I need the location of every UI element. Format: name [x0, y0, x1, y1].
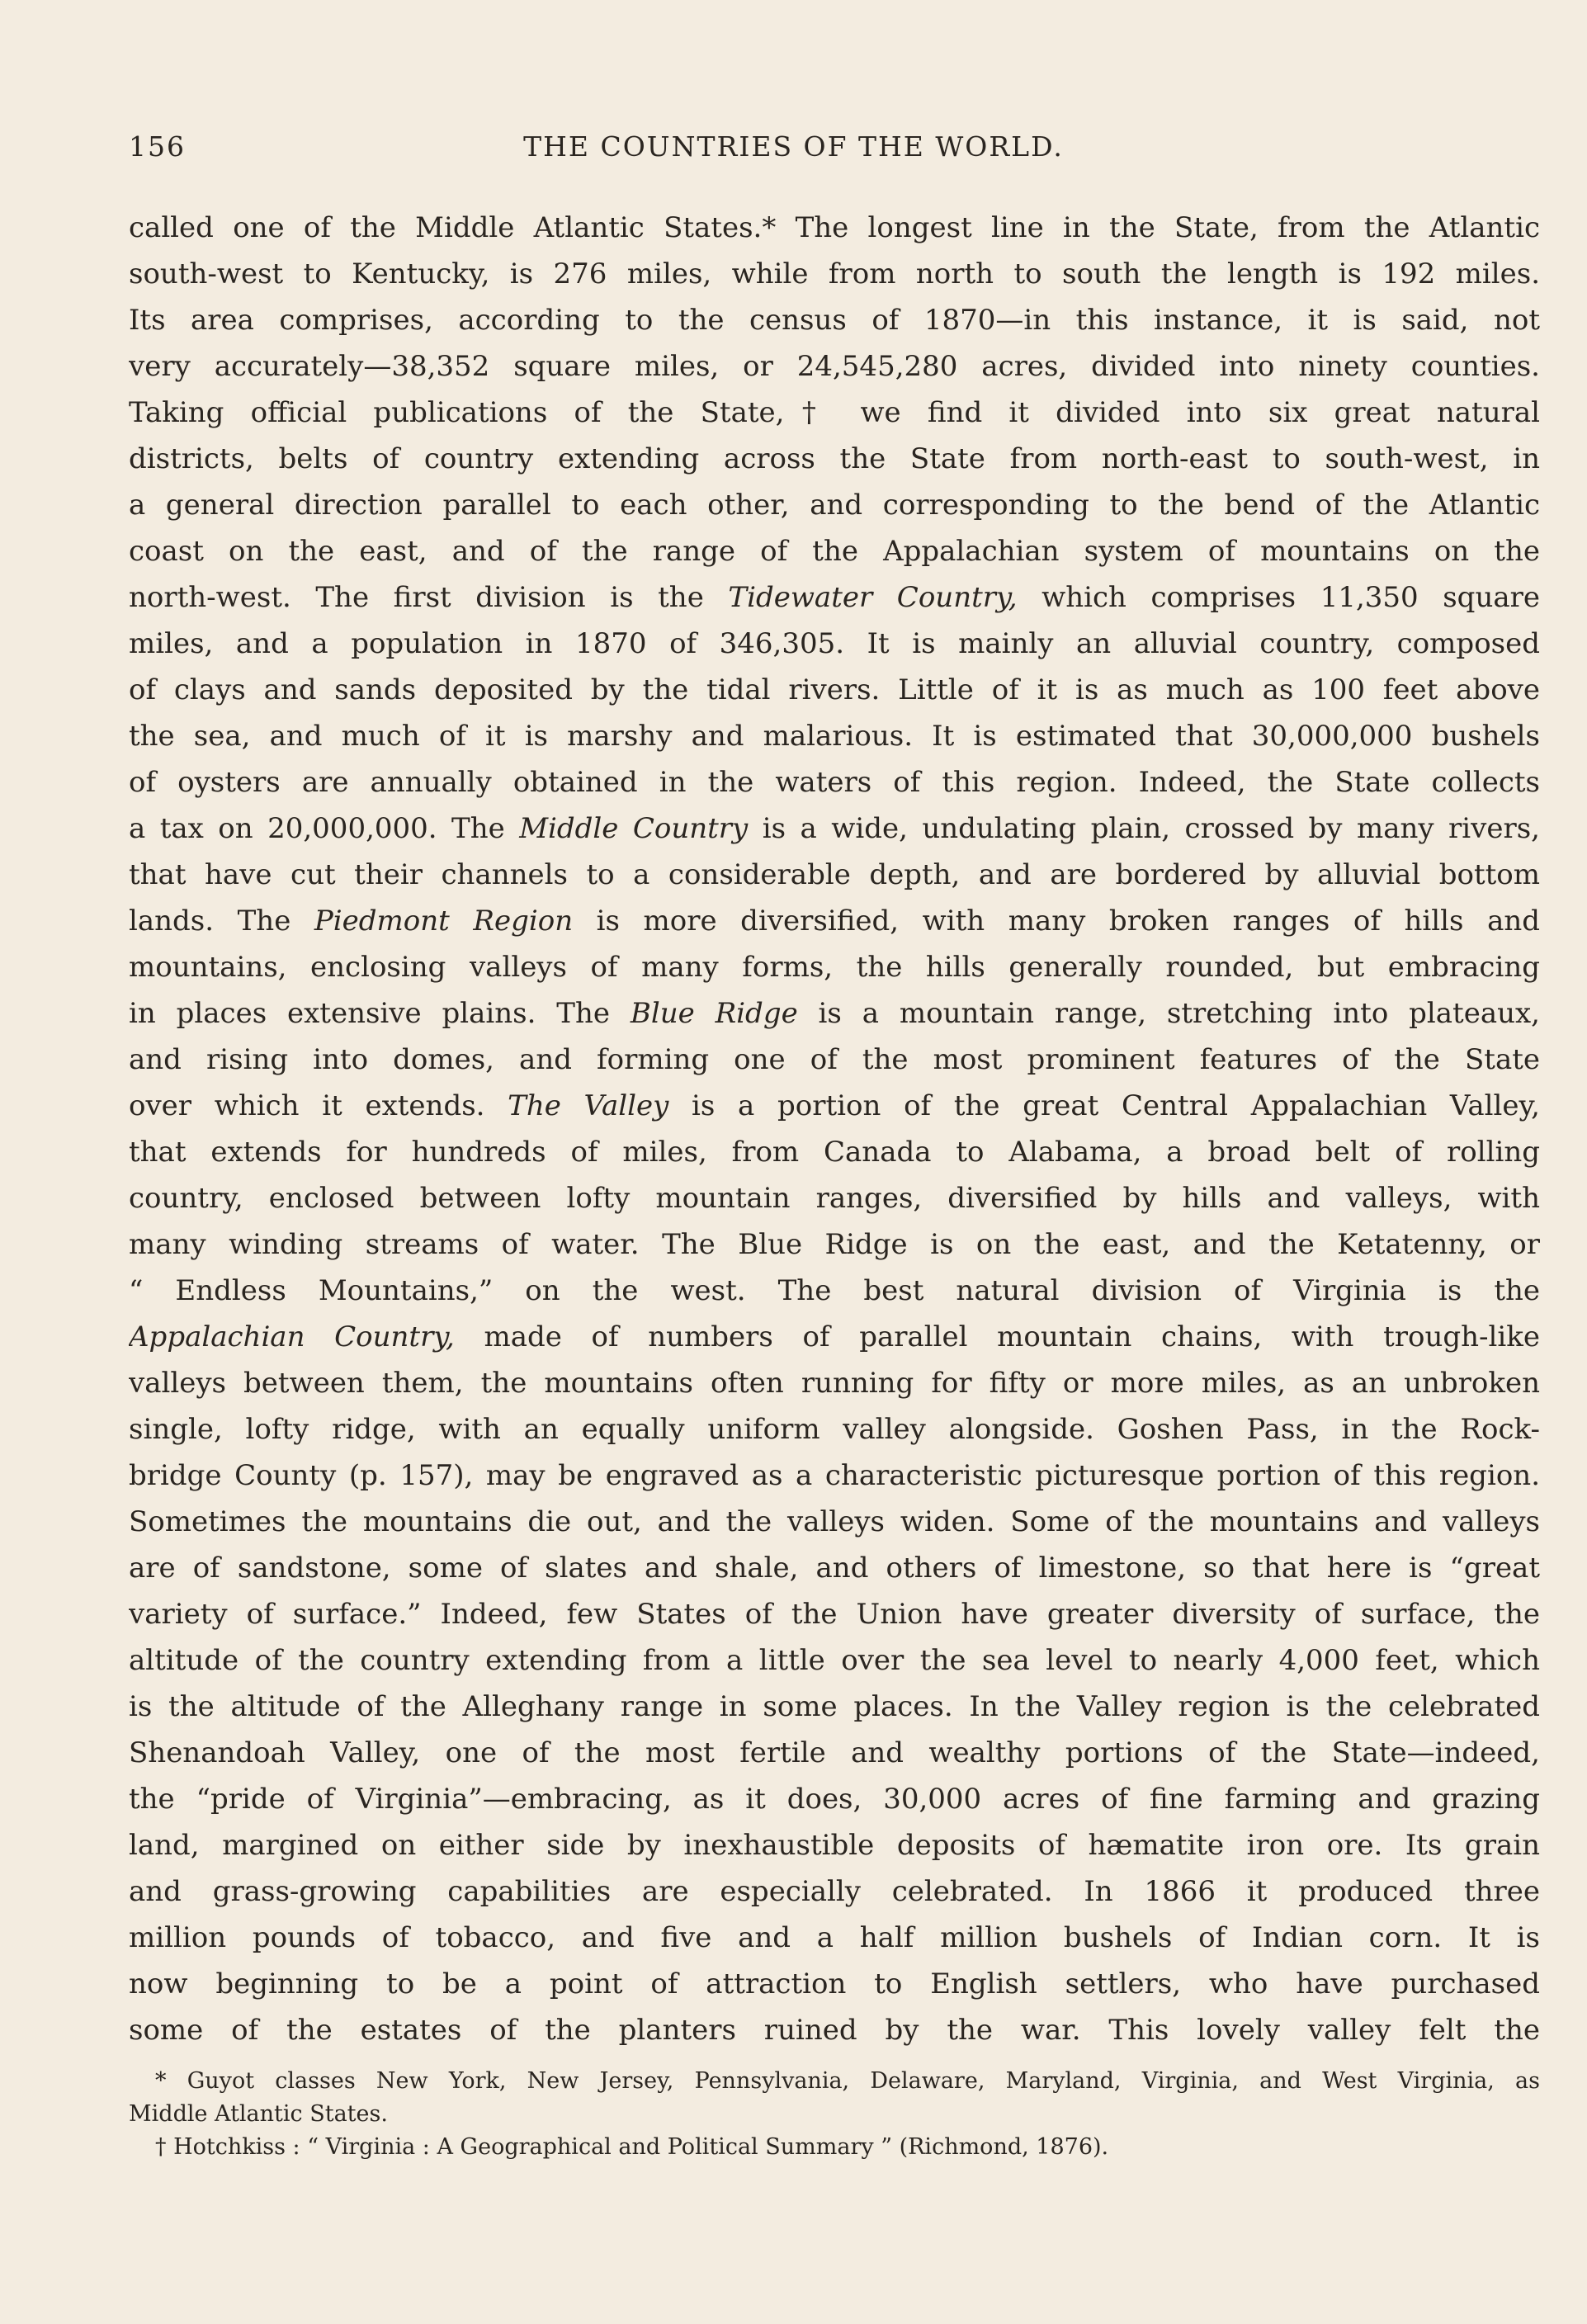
- text-line: the sea, and much of it is marshy and malarious. It is estimated that 30,000,000 bushels: [129, 720, 1540, 753]
- footnote-1-line-2: Middle Atlantic States.: [129, 2101, 388, 2127]
- text-line: and grass-growing capabilities are especially celebrated. In 1866 it produced three: [129, 1875, 1540, 1908]
- footnotes: [129, 2065, 1540, 2164]
- text-line: single, lofty ridge, with an equally uniform valley alongside. Goshen Pass, in the Rock-: [129, 1413, 1540, 1446]
- text-line: and rising into domes, and forming one of the most prominent features of the State: [129, 1043, 1540, 1076]
- text-line: mountains, enclosing valleys of many forms, the hills generally rounded, but embracing: [129, 951, 1540, 984]
- text-line: in places extensive plains. The Blue Ridge is a mountain range, stretching into plateaux,: [129, 997, 1540, 1030]
- text-line: country, enclosed between lofty mountain ranges, diversified by hills and valleys, with: [129, 1182, 1540, 1215]
- text-line: Its area comprises, according to the census of 1870—in this instance, it is said, not: [129, 304, 1540, 337]
- text-line: Taking official publications of the State,† we find it divided into six great natural: [129, 396, 1540, 429]
- italic-term: Middle Country: [519, 812, 749, 845]
- text-line: land, margined on either side by inexhaustible deposits of hæmatite iron ore. Its grain: [129, 1829, 1540, 1862]
- text-line: valleys between them, the mountains often running for fifty or more miles, as an unbroken: [129, 1367, 1540, 1400]
- body-paragraph: [129, 205, 1540, 2053]
- text-line: variety of surface.” Indeed, few States of the Union have greater diversity of surface, the: [129, 1598, 1540, 1631]
- text-line: over which it extends. The Valley is a portion of the great Central Appalachian Valley,: [129, 1089, 1540, 1122]
- text-line: are of sandstone, some of slates and shale, and others of limestone, so that here is “great: [129, 1552, 1540, 1585]
- text-line: Sometimes the mountains die out, and the valleys widen. Some of the mountains and valleys: [129, 1505, 1540, 1538]
- text-line: some of the estates of the planters ruined by the war. This lovely valley felt the: [129, 2014, 1540, 2047]
- italic-term: Tidewater Country,: [728, 581, 1018, 614]
- text-line: Shenandoah Valley, one of the most fertile and wealthy portions of the State—indeed,: [129, 1736, 1540, 1769]
- text-line: of clays and sands deposited by the tidal rivers. Little of it is as much as 100 feet above: [129, 673, 1540, 706]
- text-line: now beginning to be a point of attraction to English settlers, who have purchased: [129, 1967, 1540, 2000]
- text-line: Appalachian Country, made of numbers of parallel mountain chains, with trough-like: [129, 1320, 1540, 1353]
- italic-term: Blue Ridge: [630, 997, 798, 1030]
- italic-term: Piedmont Region: [314, 905, 574, 938]
- text-line: lands. The Piedmont Region is more diversified, with many broken ranges of hills and: [129, 905, 1540, 938]
- text-line: a tax on 20,000,000. The Middle Country is a wide, undulating plain, crossed by many rivers,: [129, 812, 1540, 845]
- text-line: north-west. The first division is the Tidewater Country, which comprises 11,350 square: [129, 581, 1540, 614]
- text-line: the “pride of Virginia”—embracing, as it does, 30,000 acres of fine farming and grazing: [129, 1783, 1540, 1816]
- text-line: altitude of the country extending from a little over the sea level to nearly 4,000 feet, which: [129, 1644, 1540, 1677]
- text-line: south-west to Kentucky, is 276 miles, while from north to south the length is 192 miles.: [129, 257, 1540, 290]
- text-line: many winding streams of water. The Blue Ridge is on the east, and the Ketatenny, or: [129, 1228, 1540, 1261]
- page-number: 156: [129, 130, 186, 163]
- footnote-1-line-1: * Guyot classes New York, New Jersey, Pennsylvania, Delaware, Maryland, Virginia, and West Virginia, as: [155, 2068, 1540, 2094]
- text-line: is the altitude of the Alleghany range in some places. In the Valley region is the celebrated: [129, 1690, 1540, 1723]
- text-line: that extends for hundreds of miles, from Canada to Alabama, a broad belt of rolling: [129, 1136, 1540, 1169]
- text-line: a general direction parallel to each other, and corresponding to the bend of the Atlantic: [129, 489, 1540, 522]
- page-header: [129, 130, 1458, 170]
- text-line: that have cut their channels to a considerable depth, and are bordered by alluvial bottom: [129, 858, 1540, 891]
- running-head: THE COUNTRIES OF THE WORLD.: [523, 130, 1064, 163]
- text-line: “ Endless Mountains,” on the west. The best natural division of Virginia is the: [129, 1274, 1540, 1307]
- italic-term: The Valley: [508, 1089, 669, 1122]
- text-line: million pounds of tobacco, and five and a half million bushels of Indian corn. It is: [129, 1921, 1540, 1954]
- footnote-2: † Hotchkiss : “ Virginia : A Geographical and Political Summary ” (Richmond, 1876).: [155, 2134, 1109, 2160]
- text-line: called one of the Middle Atlantic States.* The longest line in the State, from the Atlantic: [129, 211, 1540, 244]
- text-line: bridge County (p. 157), may be engraved as a characteristic picturesque portion of this region.: [129, 1459, 1540, 1492]
- text-line: of oysters are annually obtained in the waters of this region. Indeed, the State collects: [129, 766, 1540, 799]
- italic-term: Appalachian Country,: [129, 1320, 455, 1353]
- text-line: miles, and a population in 1870 of 346,305. It is mainly an alluvial country, composed: [129, 627, 1540, 660]
- text-line: districts, belts of country extending across the State from north-east to south-west, in: [129, 442, 1540, 475]
- text-line: coast on the east, and of the range of the Appalachian system of mountains on the: [129, 535, 1540, 568]
- text-line: very accurately—38,352 square miles, or 24,545,280 acres, divided into ninety counties.: [129, 350, 1540, 383]
